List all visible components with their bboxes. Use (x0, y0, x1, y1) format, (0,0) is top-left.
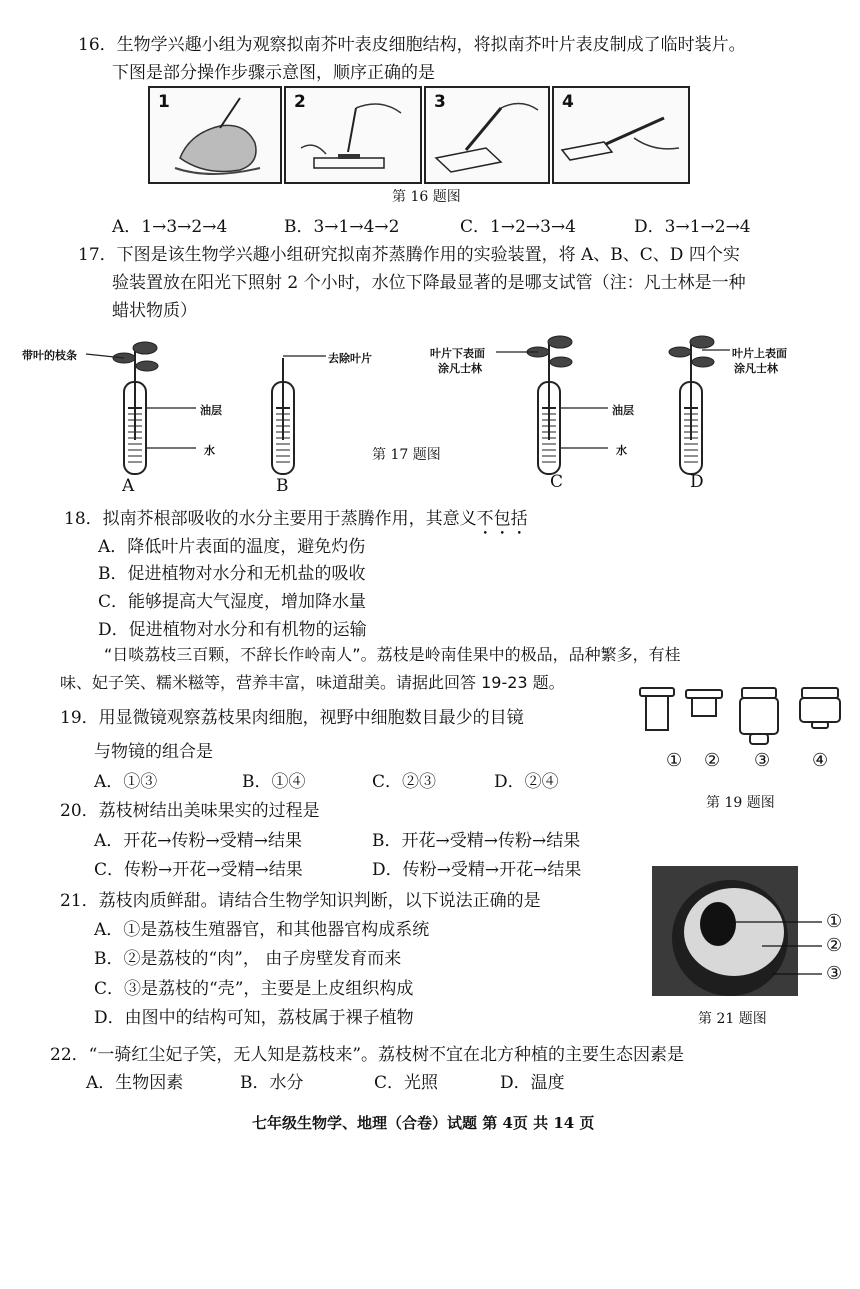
q21-litchi-photo (652, 866, 852, 998)
q16-panel-number: 3 (434, 92, 446, 112)
q21-option-a: A．①是荔枝生殖器官，和其他器官构成系统 (94, 920, 430, 940)
q20-option-d: D．传粉→受精→开花→结果 (372, 860, 582, 880)
dropper-water-illustration (426, 88, 548, 182)
q16-option-c: C．1→2→3→4 (460, 217, 577, 237)
q16-stem-line1: 16．生物学兴趣小组为观察拟南芥叶表皮细胞结构，将拟南芥叶片表皮制成了临时装片。 (78, 35, 746, 55)
q16-panel-3 (424, 86, 550, 184)
q16-panel-number: 2 (294, 92, 306, 112)
q16-panel-number: 4 (562, 92, 574, 112)
q18-option-b: B．促进植物对水分和无机盐的吸收 (98, 564, 366, 584)
q16-panel-1 (148, 86, 282, 184)
passage-line1: “日啖荔枝三百颗，不辞长作岭南人”。荔枝是岭南佳果中的极品，品种繁多，有桂 (104, 645, 681, 664)
q21-caption: 第 21 题图 (698, 1011, 767, 1027)
q18-stem-main: 18．拟南芥根部吸收的水分主要用于蒸腾作用，其意义 (64, 509, 477, 529)
q21-option-b: B．②是荔枝的“肉”， 由子房壁发育而来 (94, 949, 402, 969)
eyepiece-1-icon (640, 688, 674, 730)
label-oil-right: 油层 (612, 404, 634, 417)
q18-option-c: C．能够提高大气湿度，增加降水量 (98, 592, 367, 612)
tube-b (272, 358, 294, 474)
q16-option-b: B．3→1→4→2 (284, 217, 400, 237)
label-water-right: 水 (616, 444, 627, 457)
objective-4-icon (800, 688, 840, 728)
tear-epidermis-illustration (150, 88, 280, 182)
q20-stem: 20．荔枝树结出美味果实的过程是 (60, 801, 320, 821)
q20-option-b: B．开花→受精→传粉→结果 (372, 831, 581, 851)
stain-illustration (554, 88, 688, 182)
q19-lens-figure (636, 684, 846, 754)
cover-slip-illustration (286, 88, 420, 182)
q19-option-a: A．①③ (94, 772, 158, 792)
q17-stem-line3: 蜡状物质） (112, 301, 197, 321)
q16-caption: 第 16 题图 (392, 189, 461, 205)
litchi-seed (700, 902, 736, 946)
part-label-3: ③ (826, 963, 843, 984)
tube-label-c: C (550, 472, 564, 492)
q22-option-c: C．光照 (374, 1073, 439, 1093)
tube-d (669, 336, 714, 474)
tube-label-a: A (122, 476, 135, 496)
q19-stem-line1: 19．用显微镜观察荔枝果肉细胞，视野中细胞数目最少的目镜 (60, 708, 524, 728)
q18-stem-emphasis: 不包括 (476, 509, 528, 529)
label-upper-surface-2: 涂凡士林 (734, 362, 778, 375)
tube-label-d: D (690, 472, 704, 492)
label-leaves-removed: 去除叶片 (328, 352, 372, 365)
q20-option-a: A．开花→传粉→受精→结果 (94, 831, 303, 851)
q17-caption: 第 17 题图 (372, 447, 441, 463)
q19-option-d: D．②④ (494, 772, 559, 792)
q19-caption: 第 19 题图 (706, 795, 775, 811)
objective-3-icon (740, 688, 778, 744)
q21-option-d: D．由图中的结构可知，荔枝属于裸子植物 (94, 1008, 414, 1028)
lens-label-4: ④ (812, 750, 829, 771)
label-oil-left: 油层 (200, 404, 222, 417)
page-footer: 七年级生物学、地理（合卷）试题 第 4页 共 14 页 (252, 1114, 595, 1132)
q22-option-a: A．生物因素 (86, 1073, 184, 1093)
q16-option-d: D．3→1→2→4 (634, 217, 751, 237)
q16-panel-2 (284, 86, 422, 184)
eyepiece-2-icon (686, 690, 722, 716)
q22-option-b: B．水分 (240, 1073, 304, 1093)
passage-line2: 味、妃子笑、糯米糍等，营养丰富，味道甜美。请据此回答 19-23 题。 (60, 673, 565, 692)
q16-stem-line2: 下图是部分操作步骤示意图，顺序正确的是 (112, 63, 435, 83)
q16-panel-4 (552, 86, 690, 184)
q19-option-c: C．②③ (372, 772, 437, 792)
label-upper-surface-1: 叶片上表面 (732, 347, 787, 360)
q22-stem: 22．“一骑红尘妃子笑，无人知是荔枝来”。荔枝树不宜在北方种植的主要生态因素是 (50, 1045, 685, 1065)
tube-c (527, 336, 572, 474)
part-label-1: ① (826, 911, 843, 932)
q21-stem: 21．荔枝肉质鲜甜。请结合生物学知识判断，以下说法正确的是 (60, 891, 541, 911)
q19-option-b: B．①④ (242, 772, 306, 792)
lens-label-2: ② (704, 750, 721, 771)
tube-label-b: B (276, 476, 289, 496)
label-water-left: 水 (204, 444, 215, 457)
q22-option-d: D．温度 (500, 1073, 565, 1093)
q21-option-c: C．③是荔枝的“壳”，主要是上皮组织构成 (94, 979, 414, 999)
q17-stem-line2: 验装置放在阳光下照射 2 个小时，水位下降最显著的是哪支试管（注：凡士林是一种 (112, 273, 746, 293)
q17-leader-lines (86, 350, 730, 448)
label-lower-surface-2: 涂凡士林 (438, 362, 482, 375)
q18-option-d: D．促进植物对水分和有机物的运输 (98, 620, 367, 640)
q20-option-c: C．传粉→开花→受精→结果 (94, 860, 303, 880)
part-label-2: ② (826, 935, 843, 956)
q16-panel-number: 1 (158, 92, 170, 112)
lens-label-3: ③ (754, 750, 771, 771)
label-branch-with-leaves: 带叶的枝条 (22, 349, 77, 362)
label-lower-surface-1: 叶片下表面 (430, 347, 485, 360)
lens-label-1: ① (666, 750, 683, 771)
q19-stem-line2: 与物镜的组合是 (94, 742, 213, 762)
q17-stem-line1: 17．下图是该生物学兴趣小组研究拟南芥蒸腾作用的实验装置，将 A、B、C、D 四个实 (78, 245, 740, 265)
q16-option-a: A．1→3→2→4 (112, 217, 228, 237)
q18-option-a: A．降低叶片表面的温度，避免灼伤 (98, 537, 366, 557)
